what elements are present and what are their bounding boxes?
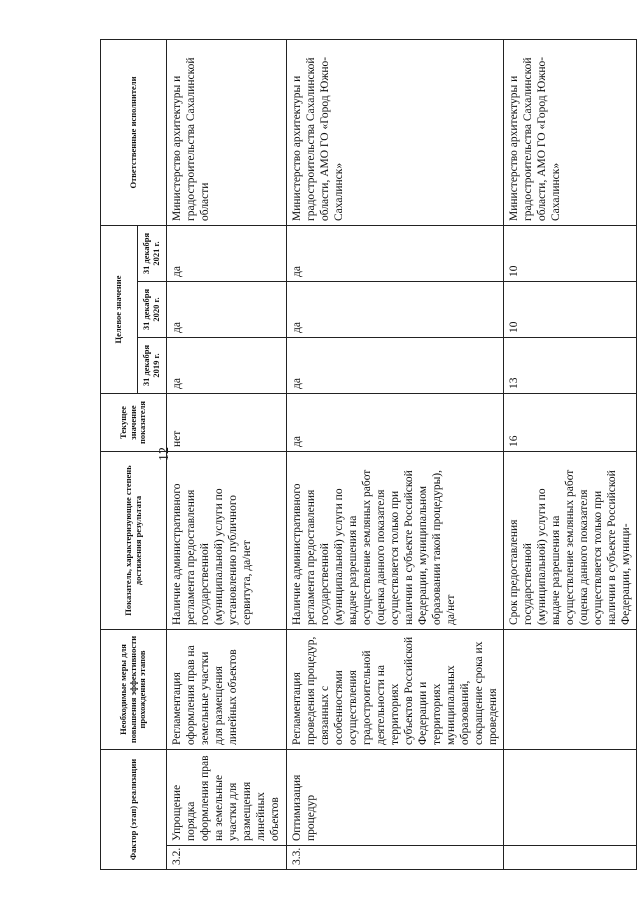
header-year-2019: 31 декабря 2019 г. — [138, 338, 167, 394]
row-indicator: Срок предоставления государственной (муниципальной) услуги по выдаче разрешения на осуществление земляных работ (оценка данного показателя осуществляется только при наличии в субъекте Российской Федерации, муници- — [504, 452, 637, 630]
row-factor — [504, 750, 637, 846]
table-row — [167, 40, 287, 870]
row-2021: да — [167, 226, 287, 282]
row-number: 3.3. — [287, 846, 504, 870]
row-2021: да — [287, 226, 504, 282]
row-indicator: Наличие административного регламента предоставления государственной (муниципальной) услуги по установлению публичного сервитута, да/нет — [167, 452, 287, 630]
row-current: 16 — [504, 394, 637, 452]
row-measures: Регламентация оформления прав на земельные участки для размещения линейных объектов — [167, 630, 287, 750]
row-2020: 10 — [504, 282, 637, 338]
header-responsible: Ответственные исполнители — [101, 40, 167, 226]
row-number — [504, 846, 637, 870]
row-2019: да — [167, 338, 287, 394]
header-current: Текущее значение показателя — [101, 394, 167, 452]
row-responsible: Министерство архитектуры и градостроительства Сахалинской области — [167, 40, 287, 226]
row-current: да — [287, 394, 504, 452]
row-responsible: Министерство архитектуры и градостроительства Сахалинской области, АМО ГО «Город Южно-Сахалинск» — [287, 40, 504, 226]
rotated-table-sheet — [100, 40, 633, 870]
measures-table — [100, 39, 637, 870]
row-number: 3.2. — [167, 846, 287, 870]
row-indicator: Наличие административного регламента предоставления государственной (муниципальной) услуги по выдаче разрешения на осуществление земляных работ (оценка данного показателя осуществляется только при наличии в субъекте Российской Федерации, муниципальном образовании такой процедуры), да/нет — [287, 452, 504, 630]
header-measures: Необходимые меры для повышения эффективности прохождения этапов — [101, 630, 167, 750]
row-2019: 13 — [504, 338, 637, 394]
header-year-2021: 31 декабря 2021 г. — [138, 226, 167, 282]
row-measures: Регламентация проведения процедур, связанных с особенностями осуществления градостроительной деятельности на территориях субъектов Российской Федерации и территориях муниципальных образований, сокращение срока их проведения — [287, 630, 504, 750]
page-number: 12 — [157, 447, 172, 461]
row-2020: да — [287, 282, 504, 338]
row-factor: Упрощение порядка оформления прав на земельные участки для размещения линейных объектов — [167, 750, 287, 846]
row-measures — [504, 630, 637, 750]
row-2020: да — [167, 282, 287, 338]
row-responsible: Министерство архитектуры и градостроительства Сахалинской области, АМО ГО «Город Южно-Сахалинск» — [504, 40, 637, 226]
header-row — [101, 40, 138, 870]
header-factor: Фактор (этап) реализации — [101, 750, 167, 870]
header-target: Целевое значение — [101, 226, 138, 394]
header-year-2020: 31 декабря 2020 г. — [138, 282, 167, 338]
row-factor: Оптимизация процедур — [287, 750, 504, 846]
table-row — [504, 40, 637, 870]
row-2019: да — [287, 338, 504, 394]
header-indicator: Показатель, характеризующие степень достижения результата — [101, 452, 167, 630]
row-2021: 10 — [504, 226, 637, 282]
table-row — [287, 40, 504, 870]
row-current: нет — [167, 394, 287, 452]
